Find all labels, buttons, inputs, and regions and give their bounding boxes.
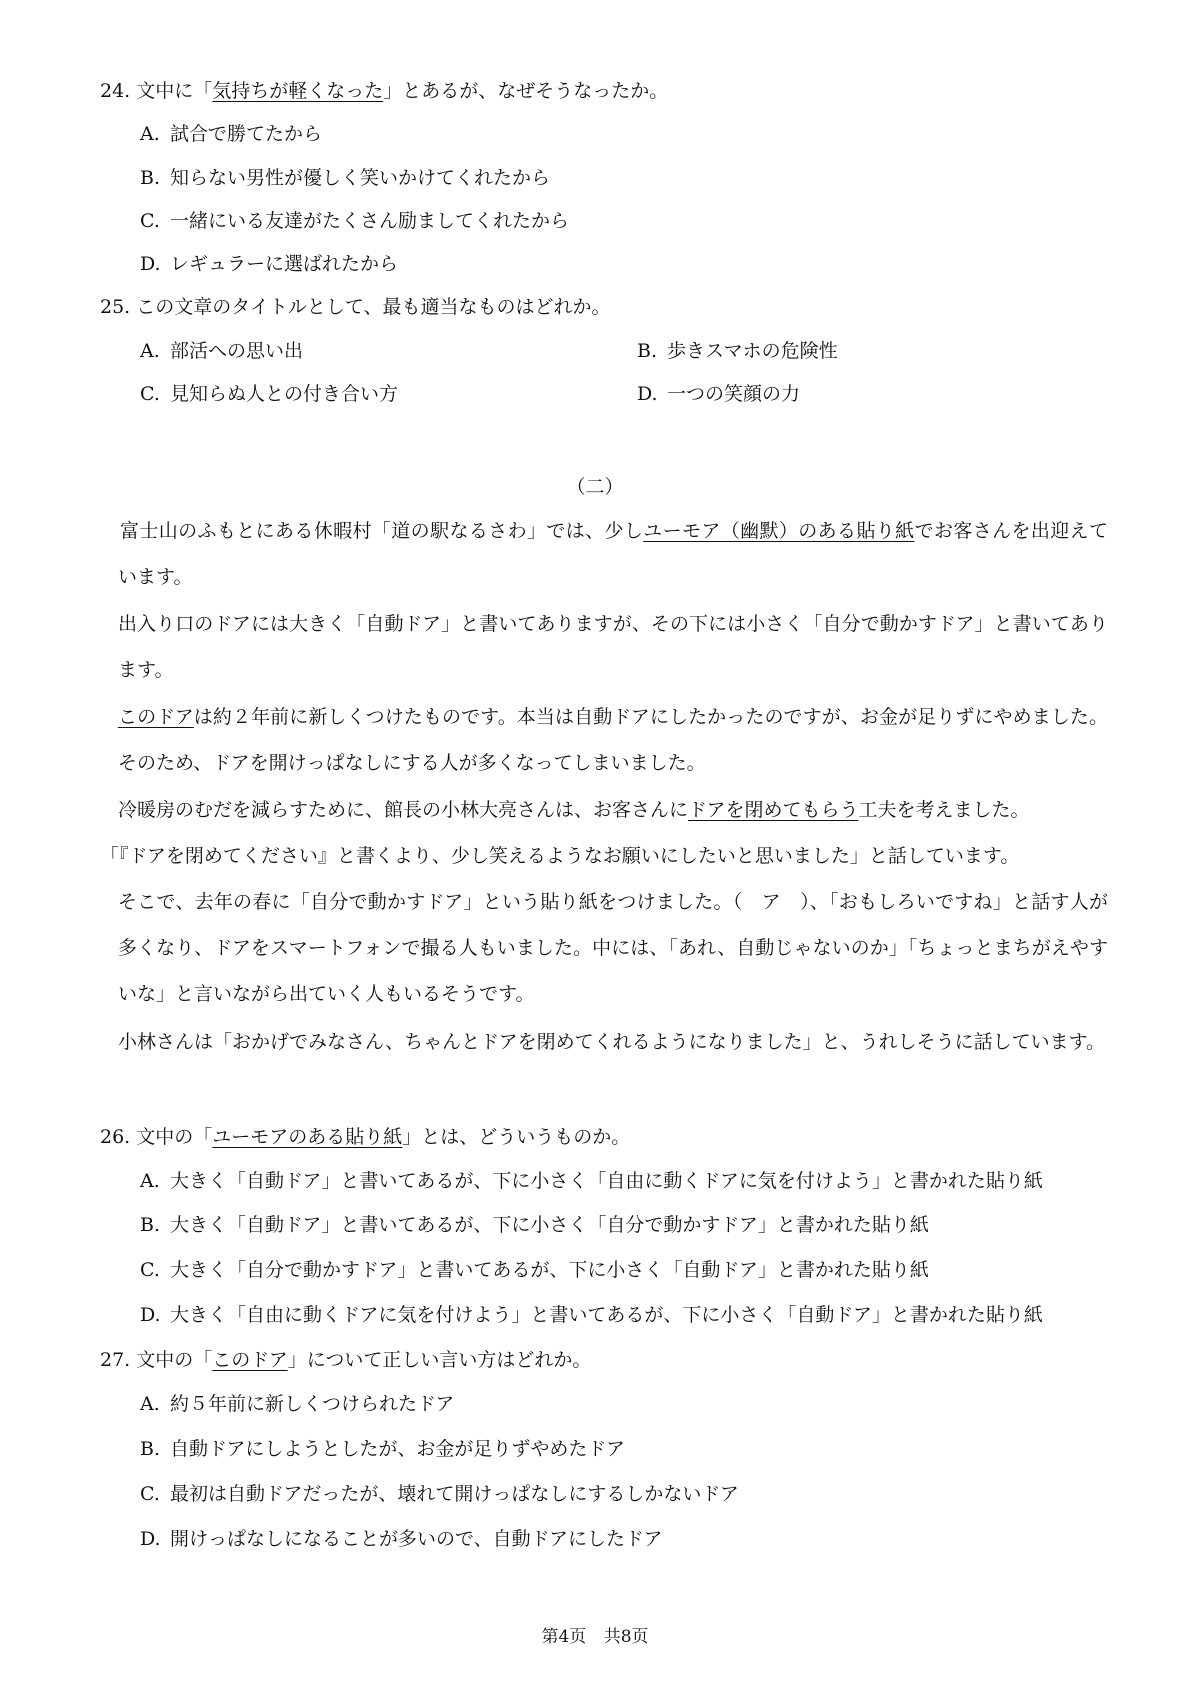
q24-option-a bbox=[140, 119, 322, 146]
section-heading: （二） bbox=[566, 476, 624, 498]
underlined-phrase: ユーモア（幽默）のある貼り紙 bbox=[643, 520, 915, 542]
option-label: A. bbox=[140, 340, 160, 362]
question-text-pre: 文中の「 bbox=[136, 1126, 213, 1148]
q26-option-b bbox=[140, 1210, 929, 1237]
underlined-phrase: このドア bbox=[212, 1349, 288, 1371]
q25-option-d bbox=[637, 379, 800, 406]
option-text: レギュラーに選ばれたから bbox=[170, 253, 399, 275]
question-text-post: 」とあるが、なぜそうなったか。 bbox=[383, 80, 669, 102]
question-26 bbox=[100, 1122, 630, 1149]
option-label: C. bbox=[140, 1259, 160, 1281]
page-number: 第4页 bbox=[541, 1627, 587, 1647]
q27-option-c bbox=[140, 1479, 739, 1506]
option-label: D. bbox=[140, 1304, 161, 1326]
option-text: 歩きスマホの危険性 bbox=[667, 340, 838, 362]
option-text: 一つの笑顔の力 bbox=[667, 383, 801, 405]
question-25 bbox=[100, 292, 611, 319]
underlined-phrase: このドア bbox=[118, 706, 194, 728]
page-footer bbox=[0, 1622, 1190, 1647]
option-label: C. bbox=[140, 1483, 160, 1505]
option-label: A. bbox=[140, 123, 160, 145]
q25-option-c bbox=[140, 379, 398, 406]
option-label: C. bbox=[140, 210, 160, 232]
option-text: 自動ドアにしようとしたが、お金が足りずやめたドア bbox=[170, 1438, 625, 1460]
option-label: B. bbox=[637, 340, 658, 362]
option-text: 部活への思い出 bbox=[170, 340, 304, 362]
option-label: A. bbox=[140, 1393, 160, 1415]
q26-option-c bbox=[140, 1255, 929, 1282]
passage-paragraph-2: 出入り口のドアには大きく「自動ドア」と書いてありますが、その下には小さく「自分で動かすドア」と書いてあります。 bbox=[118, 613, 1108, 681]
option-text: 最初は自動ドアだったが、壊れて開けっぱなしにするしかないドア bbox=[170, 1483, 739, 1505]
option-text: 約５年前に新しくつけられたドア bbox=[170, 1393, 455, 1415]
passage-paragraph-4-quote: 「『ドアを閉めてください』と書くより、少し笑えるようなお願いにしたいと思いました」と話しています。 bbox=[100, 845, 1020, 867]
option-text: 一緒にいる友達がたくさん励ましてくれたから bbox=[170, 210, 570, 232]
option-text: 大きく「自動ドア」と書いてあるが、下に小さく「自分で動かすドア」と書かれた貼り紙 bbox=[170, 1214, 929, 1236]
option-text: 大きく「自由に動くドアに気を付けよう」と書いてあるが、下に小さく「自動ドア」と書かれた貼り紙 bbox=[170, 1304, 1043, 1326]
option-text: 開けっぱなしになることが多いので、自動ドアにしたドア bbox=[170, 1528, 663, 1550]
page-total: 共8页 bbox=[603, 1627, 649, 1647]
passage-text: は約２年前に新しくつけたものです。本当は自動ドアにしたかったのですが、お金が足りずにやめました。そのため、ドアを開けっぱなしにする人が多くなってしまいました。 bbox=[118, 706, 1108, 774]
underlined-phrase: ドアを閉めてもらう bbox=[688, 799, 859, 821]
question-number: 24. bbox=[100, 80, 131, 102]
passage-paragraph-5: そこで、去年の春に「自分で動かすドア」という貼り紙をつけました。（ ア ）、「おもしろいですね」と話す人が多くなり、ドアをスマートフォンで撮る人もいました。中には、「あれ、自動じゃないのか」「ちょっとまちがえやすいな」と言いながら出ていく人もいるそうです。 bbox=[118, 891, 1108, 1005]
question-text-pre: 文中に「 bbox=[136, 80, 213, 102]
q27-option-d bbox=[140, 1524, 662, 1551]
q26-option-a bbox=[140, 1166, 1043, 1193]
q25-option-a bbox=[140, 336, 303, 363]
question-24 bbox=[100, 76, 668, 103]
passage-paragraph-6: 小林さんは「おかげでみなさん、ちゃんとドアを閉めてくれるようになりました」と、うれしそうに話しています。 bbox=[118, 1031, 1106, 1053]
option-label: D. bbox=[140, 1528, 161, 1550]
question-text-post: 」とは、どういうものか。 bbox=[402, 1126, 631, 1148]
passage-paragraph-3 bbox=[118, 694, 1108, 786]
question-text: この文章のタイトルとして、最も適当なものはどれか。 bbox=[136, 296, 611, 318]
option-label: C. bbox=[140, 383, 160, 405]
option-text: 知らない男性が優しく笑いかけてくれたから bbox=[170, 167, 551, 189]
option-label: D. bbox=[140, 253, 161, 275]
option-label: A. bbox=[140, 1170, 160, 1192]
underlined-phrase: 気持ちが軽くなった bbox=[212, 80, 384, 102]
option-text: 見知らぬ人との付き合い方 bbox=[170, 383, 399, 405]
passage-paragraph-4 bbox=[118, 787, 1108, 833]
option-text: 試合で勝てたから bbox=[170, 123, 323, 145]
option-label: B. bbox=[140, 167, 161, 189]
passage-text: 冷暖房のむだを減らすために、館長の小林大亮さんは、お客さんに bbox=[118, 799, 689, 821]
q25-option-b bbox=[637, 336, 838, 363]
option-text: 大きく「自分で動かすドア」と書いてあるが、下に小さく「自動ドア」と書かれた貼り紙 bbox=[170, 1259, 929, 1281]
q27-option-a bbox=[140, 1389, 454, 1416]
question-text-post: 」について正しい言い方はどれか。 bbox=[287, 1349, 592, 1371]
question-27 bbox=[100, 1345, 591, 1372]
passage-text: 工夫を考えました。 bbox=[858, 799, 1030, 821]
question-number: 26. bbox=[100, 1126, 131, 1148]
q27-option-b bbox=[140, 1434, 625, 1461]
option-label: B. bbox=[140, 1438, 161, 1460]
question-text-pre: 文中の「 bbox=[136, 1349, 213, 1371]
underlined-phrase: ユーモアのある貼り紙 bbox=[212, 1126, 403, 1148]
q26-option-d bbox=[140, 1300, 1043, 1327]
option-label: D. bbox=[637, 383, 658, 405]
question-number: 27. bbox=[100, 1349, 131, 1371]
passage-text: 富士山のふもとにある休暇村「道の駅なるさわ」では、少し bbox=[120, 520, 644, 542]
passage-paragraph-1 bbox=[118, 508, 1108, 600]
question-number: 25. bbox=[100, 296, 131, 318]
q24-option-b bbox=[140, 163, 550, 190]
q24-option-d bbox=[140, 249, 398, 276]
q24-option-c bbox=[140, 206, 569, 233]
option-label: B. bbox=[140, 1214, 161, 1236]
option-text: 大きく「自動ドア」と書いてあるが、下に小さく「自由に動くドアに気を付けよう」と書かれた貼り紙 bbox=[170, 1170, 1043, 1192]
passage-text: でお客さんを出迎えています。 bbox=[118, 520, 1108, 588]
